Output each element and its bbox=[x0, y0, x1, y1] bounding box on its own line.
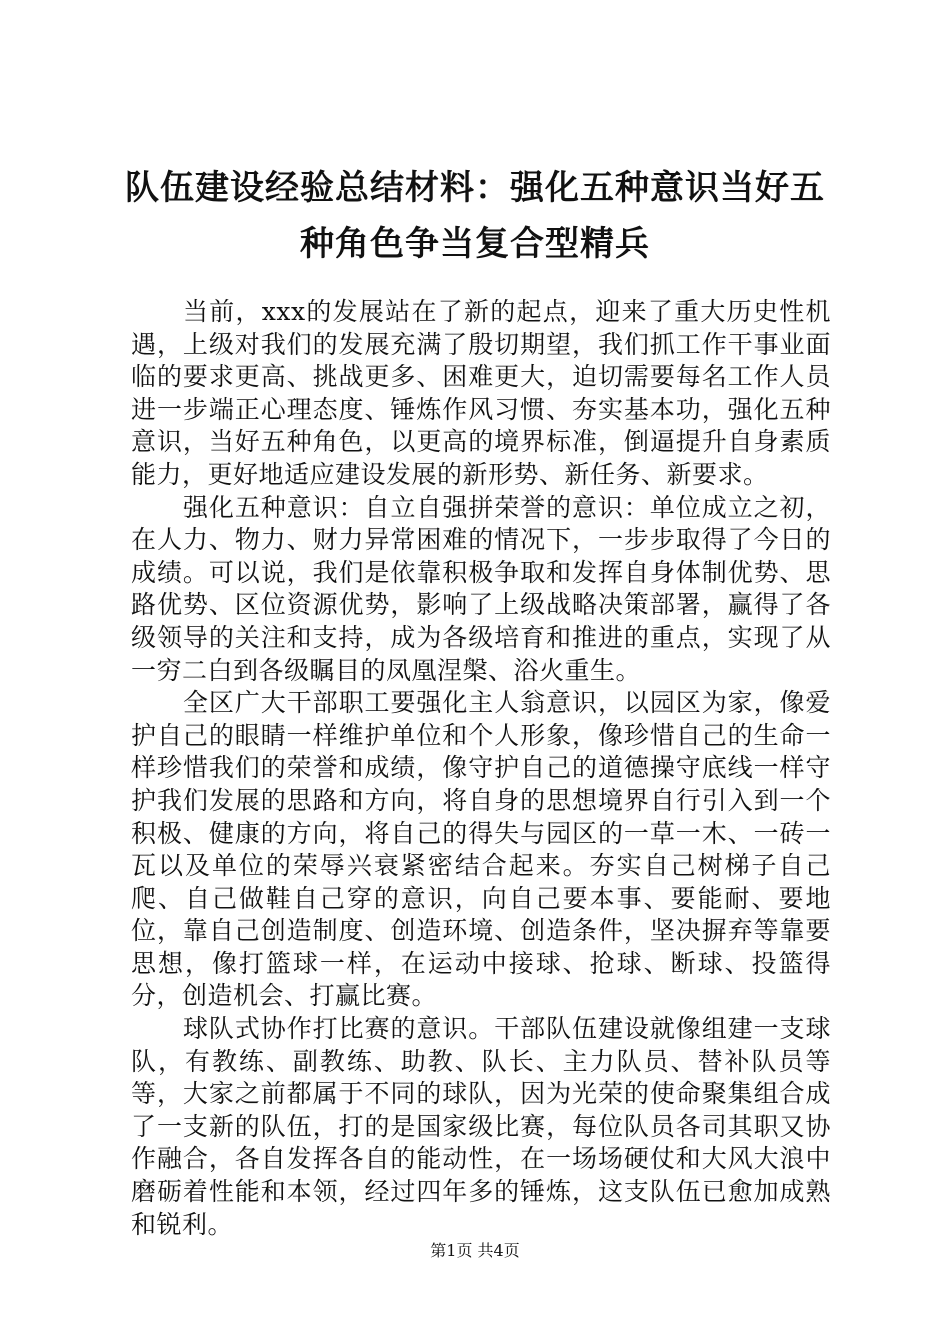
paragraph-ownership: 全区广大干部职工要强化主人翁意识，以园区为家，像爱护自己的眼睛一样维护单位和个人形象，像珍惜自己的生命一样珍惜我们的荣誉和成绩，像守护自己的道德操守底线一样守护我们发展的思路和方向，将自身的思想境界自行引入到一个积极、健康的方向，将自己的得失与园区的一草一木、一砖一瓦以及单位的荣辱兴衰紧密结合起来。夯实自己树梯子自己爬、自己做鞋自己穿的意识，向自己要本事、要能耐、要地位，靠自己创造制度、创造环境、创造条件，坚决摒弃等靠要思想，像打篮球一样，在运动中接球、抢球、断球、投篮得分，创造机会、打赢比赛。 bbox=[131, 688, 831, 1011]
paragraph-self-reliance: 强化五种意识：自立自强拼荣誉的意识：单位成立之初，在人力、物力、财力异常困难的情况下，一步步取得了今日的成绩。可以说，我们是依靠积极争取和发挥自身体制优势、思路优势、区位资源优势，影响了上级战略决策部署，赢得了各级领导的关注和支持，成为各级培育和推进的重点，实现了从一穷二白到各级瞩目的凤凰涅槃、浴火重生。 bbox=[131, 492, 831, 685]
paragraph-intro: 当前，xxx的发展站在了新的起点，迎来了重大历史性机遇，上级对我们的发展充满了殷切期望，我们抓工作干事业面临的要求更高、挑战更多、困难更大，迫切需要每名工作人员进一步端正心理态度、锤炼作风习惯、夯实基本功，强化五种意识，当好五种角色，以更高的境界标准，倒逼提升自身素质能力，更好地适应建设发展的新形势、新任务、新要求。 bbox=[131, 297, 831, 489]
page-footer bbox=[0, 1240, 950, 1262]
document-title: 队伍建设经验总结材料：强化五种意识当好五种角色争当复合型精兵 bbox=[125, 168, 825, 264]
page-number-label: 第1页 共4页 bbox=[430, 1241, 520, 1260]
document-body bbox=[131, 296, 831, 1241]
paragraph-teamwork: 球队式协作打比赛的意识。干部队伍建设就像组建一支球队，有教练、副教练、助教、队长、主力队员、替补队员等等，大家之前都属于不同的球队，因为光荣的使命聚集组合成了一支新的队伍，打的是国家级比赛，每位队员各司其职又协作融合，各自发挥各自的能动性，在一场场硬仗和大风大浪中磨砺着性能和本领，经过四年多的锤炼，这支队伍已愈加成熟和锐利。 bbox=[131, 1014, 831, 1239]
